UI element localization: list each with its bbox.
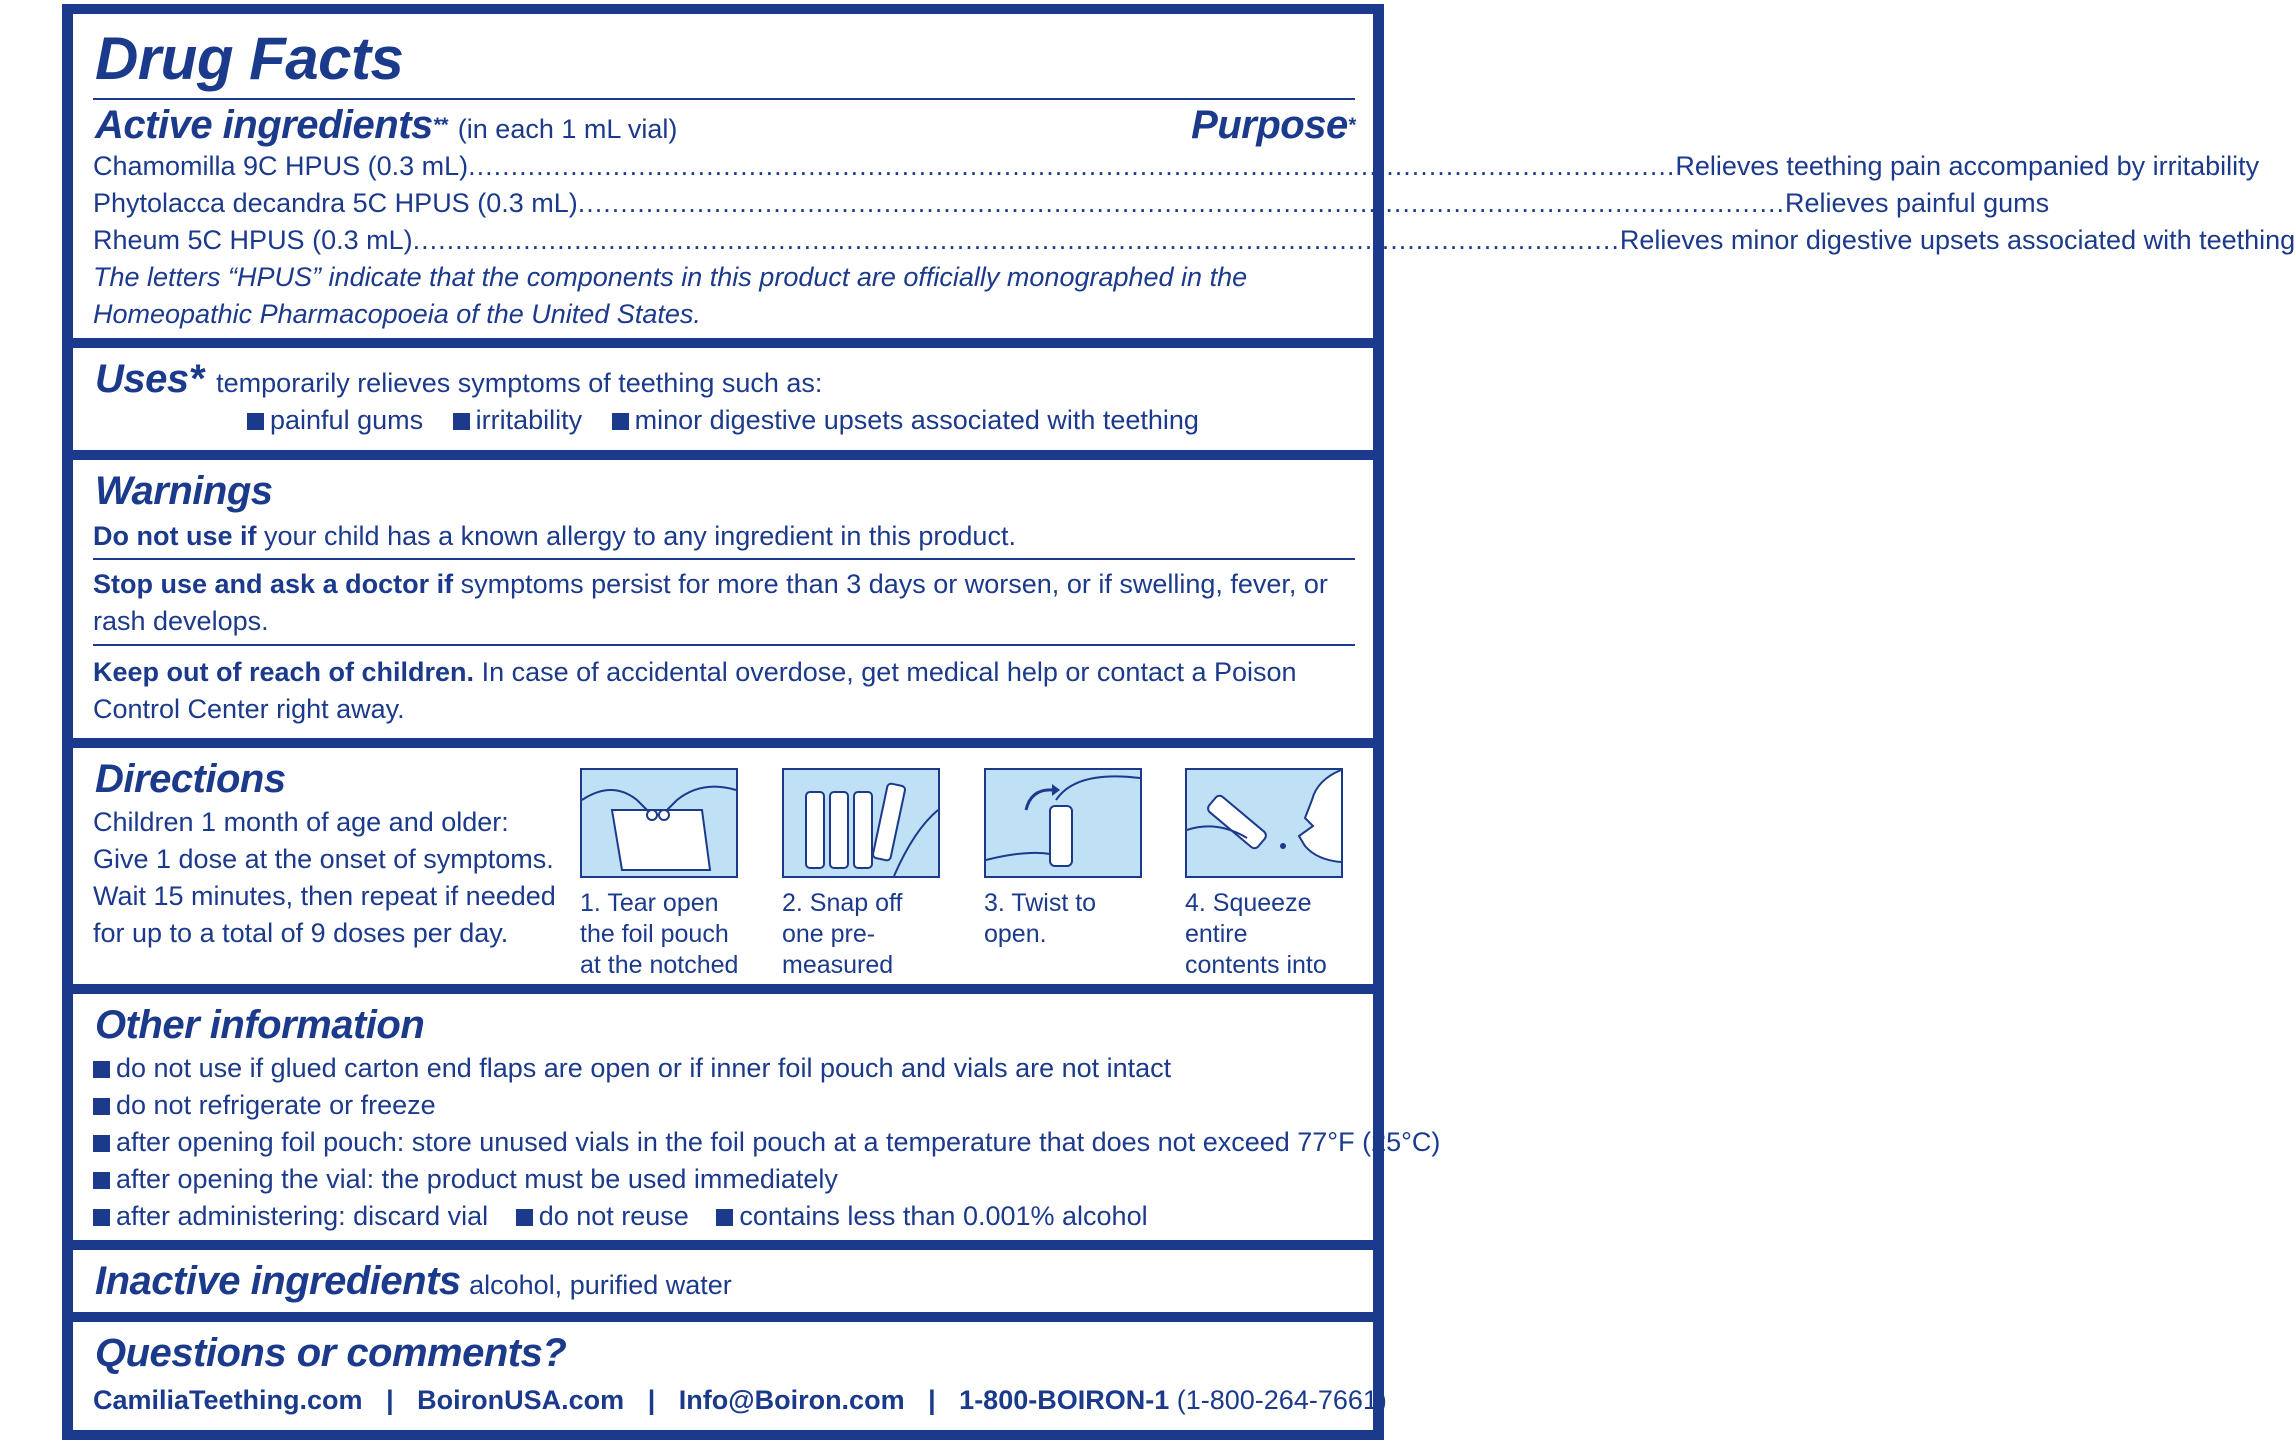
directions-line: Wait 15 minutes, then repeat if needed [93,881,556,911]
step-caption: 3. Twist to open. [984,889,1097,948]
list-item-text: after opening the vial: the product must be used immediately [116,1164,838,1194]
hpus-note-line-2: Homeopathic Pharmacopoeia of the United States. [93,299,701,329]
step-caption: 1. Tear open the foil pouch at the notched [580,889,739,979]
list-item [93,1198,1440,1235]
do-not-use-line [93,518,1016,555]
bullet-icon [93,1172,110,1189]
step-caption: 2. Snap off one pre-measured [782,889,903,979]
bullet-icon [93,1061,110,1078]
active-ingredients-panel [73,14,2295,338]
list-item [93,1087,1440,1124]
ingredient-name: Rheum 5C HPUS (0.3 mL) [93,225,413,255]
list-item-text: contains less than 0.001% alcohol [739,1201,1148,1231]
ingredient-row: Phytolacca decandra 5C HPUS (0.3 mL) .............................................................................................................................................. Relieves painful gums [93,185,1353,222]
page-title: Drug Facts [95,25,404,92]
active-heading: Active ingredients [95,103,433,147]
ingredient-name: Phytolacca decandra 5C HPUS (0.3 mL) [93,188,578,218]
active-header-row [95,102,1355,148]
list-item-text: do not refrigerate or freeze [116,1090,436,1120]
ingredient-purpose: Relieves minor digestive upsets associated with teething [1619,225,2295,255]
other-list [93,1050,1440,1235]
purpose-heading-mark: * [1347,114,1355,137]
separator: | [928,1385,936,1415]
stop-use-block [93,566,1328,640]
list-item-text: do not use if glued carton end flaps are open or if inner foil pouch and vials are not intact [116,1053,1172,1083]
directions-panel [73,748,1373,984]
title-divider [93,98,1355,100]
uses-item: painful gums [270,405,424,435]
stop-use-text: symptoms persist for more than 3 days or worsen, or if swelling, fever, or [460,569,1328,599]
vials-icon [782,768,940,878]
directions-line: Children 1 month of age and older: [93,807,509,837]
keep-out-block [93,654,1297,728]
purpose-heading: Purpose [1191,103,1348,147]
keep-out-text: In case of accidental overdose, get medical help or contact a Poison [481,657,1297,687]
ingredient-purpose: Relieves painful gums [1784,188,2050,218]
list-item-text: after administering: discard vial [116,1201,489,1231]
ingredient-row: Chamomilla 9C HPUS (0.3 mL) .............................................................................................................................................. Relieves teething pain accompanied by irritability [93,148,1353,185]
list-item [93,1124,1440,1161]
uses-list [247,402,1199,439]
list-item [93,1050,1440,1087]
directions-line: Give 1 dose at the onset of symptoms. [93,844,554,874]
uses-panel [73,348,1373,450]
website-link[interactable]: BoironUSA.com [417,1385,625,1415]
list-item [93,1161,1440,1198]
bullet-icon [93,1098,110,1115]
other-information-panel [73,994,1441,1240]
ingredient-row: Rheum 5C HPUS (0.3 mL) .............................................................................................................................................. Relieves minor digestive upsets associated with teething [93,222,1353,259]
bullet-icon [93,1135,110,1152]
active-heading-marks: ** [432,114,448,137]
direction-step-1 [580,768,742,1012]
bullet-icon [453,413,470,430]
squeeze-mouth-icon [1185,768,1343,878]
direction-step-2 [782,768,944,1012]
twist-vial-icon [984,768,1142,878]
directions-text [93,804,556,952]
list-item-text: after opening foil pouch: store unused vials in the foil pouch at a temperature that does not exceed 77°F (25°C) [116,1127,1441,1157]
direction-step-4 [1185,768,1347,1012]
directions-heading: Directions [95,757,286,801]
stop-use-label: Stop use and ask a doctor if [93,569,454,599]
questions-panel [73,1322,1387,1430]
warnings-heading: Warnings [95,469,273,513]
email-link[interactable]: Info@Boiron.com [678,1385,905,1415]
keep-out-label: Keep out of reach of children. [93,657,475,687]
inactive-text: alcohol, purified water [469,1270,732,1300]
bullet-icon [716,1209,733,1226]
list-item-text: do not reuse [538,1201,689,1231]
website-link[interactable]: CamiliaTeething.com [93,1385,363,1415]
inactive-heading: Inactive ingredients [95,1259,461,1303]
active-note: (in each 1 mL vial) [457,114,678,144]
bullet-icon [93,1209,110,1226]
bullet-icon [247,413,264,430]
step-caption: 4. Squeeze entire contents into [1185,889,1327,979]
phone-link[interactable]: 1-800-BOIRON-1 [959,1385,1170,1415]
direction-step-3 [984,768,1146,950]
ingredient-purpose: Relieves teething pain accompanied by irritability [1675,151,2260,181]
bullet-icon [516,1209,533,1226]
directions-line: for up to a total of 9 doses per day. [93,918,509,948]
separator: | [647,1385,656,1415]
uses-item: minor digestive upsets associated with teething [634,405,1199,435]
phone-numeric: (1-800-264-7661) [1176,1385,1387,1415]
ingredient-name: Chamomilla 9C HPUS (0.3 mL) [93,151,469,181]
questions-heading: Questions or comments? [95,1331,567,1375]
uses-item: irritability [475,405,583,435]
tear-pouch-icon [580,768,738,878]
stop-use-text-cont: rash develops. [93,606,269,636]
warnings-divider [93,558,1355,560]
hpus-note-line-1: The letters “HPUS” indicate that the components in this product are officially monographed in the [93,262,1248,292]
contact-line [93,1382,1387,1419]
bullet-icon [612,413,629,430]
do-not-use-label: Do not use if [93,521,257,551]
uses-text: temporarily relieves symptoms of teething such as: [216,368,823,398]
warnings-panel [73,460,1373,738]
inactive-ingredients-panel [73,1250,1373,1312]
keep-out-text-cont: Control Center right away. [93,694,405,724]
warnings-divider [93,644,1355,646]
other-heading: Other information [95,1003,425,1047]
do-not-use-text: your child has a known allergy to any ingredient in this product. [264,521,1016,551]
uses-heading: Uses* [95,357,204,401]
separator: | [386,1385,394,1415]
